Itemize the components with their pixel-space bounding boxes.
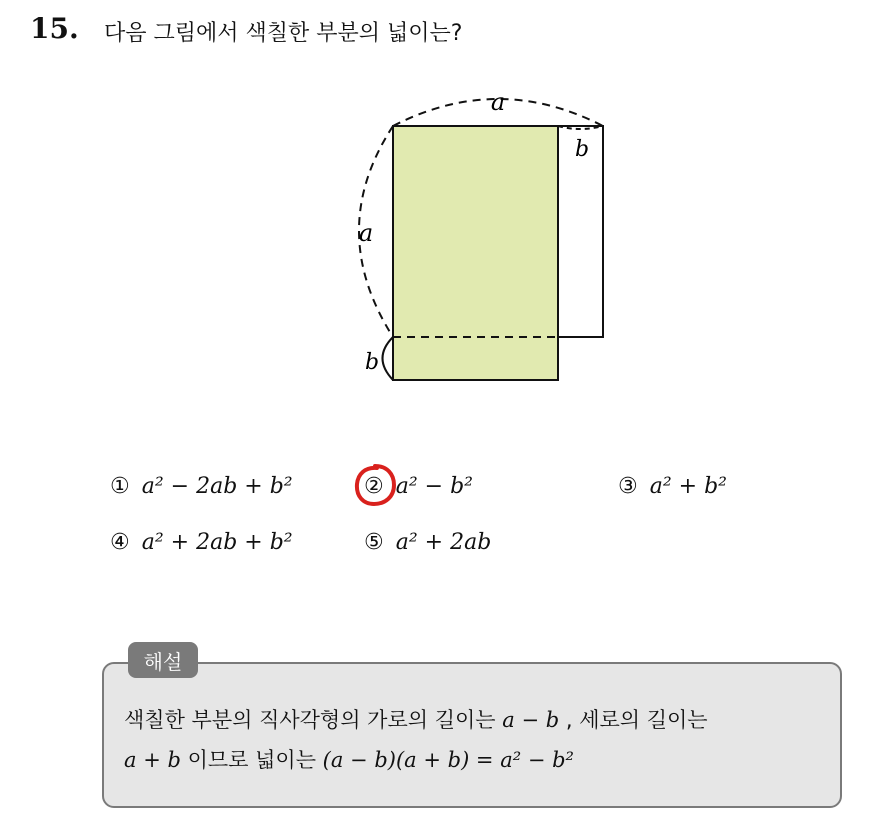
solution-math: (a − b)(a + b) = a² − b² <box>322 748 574 772</box>
choice-expression: a² − b² <box>395 474 473 499</box>
choice-number: ⑤ <box>364 530 384 555</box>
choice-expression: a² + b² <box>649 474 727 499</box>
question-text: 다음 그림에서 색칠한 부분의 넓이는? <box>104 21 463 46</box>
solution-box <box>102 662 842 808</box>
choice-number: ④ <box>110 530 130 555</box>
choice-expression: a² + 2ab <box>395 530 492 555</box>
label-left-a: a <box>358 219 374 247</box>
shaded-region <box>393 126 558 380</box>
solution-text: 색칠한 부분의 직사각형의 가로의 길이는 <box>124 708 503 732</box>
rectangle-figure <box>330 80 630 400</box>
small-arc-bottom <box>383 337 394 380</box>
choice-number: ③ <box>618 474 638 499</box>
solution-math: a + b <box>124 748 181 772</box>
choice-expression: a² + 2ab + b² <box>141 530 293 555</box>
choice-3[interactable] <box>618 474 727 499</box>
choice-number: ② <box>364 474 384 499</box>
choice-1[interactable] <box>110 474 293 499</box>
solution-math: a − b <box>502 708 560 732</box>
solution-text: , 세로의 길이는 <box>559 708 708 732</box>
choice-4[interactable] <box>110 530 293 555</box>
choice-number: ① <box>110 474 130 499</box>
solution-tag: 해설 <box>128 642 198 678</box>
solution-line-1 <box>124 704 708 734</box>
label-top-right-b: b <box>574 137 590 162</box>
solution-text: 이므로 넓이는 <box>180 748 323 772</box>
answer-circle-mark <box>352 462 398 508</box>
label-bottom-left-b: b <box>364 350 380 375</box>
question-number: 15. <box>30 12 79 45</box>
label-top-a: a <box>490 88 506 116</box>
choice-5[interactable] <box>364 530 491 555</box>
solution-line-2 <box>124 744 574 774</box>
choice-expression: a² − 2ab + b² <box>141 474 293 499</box>
